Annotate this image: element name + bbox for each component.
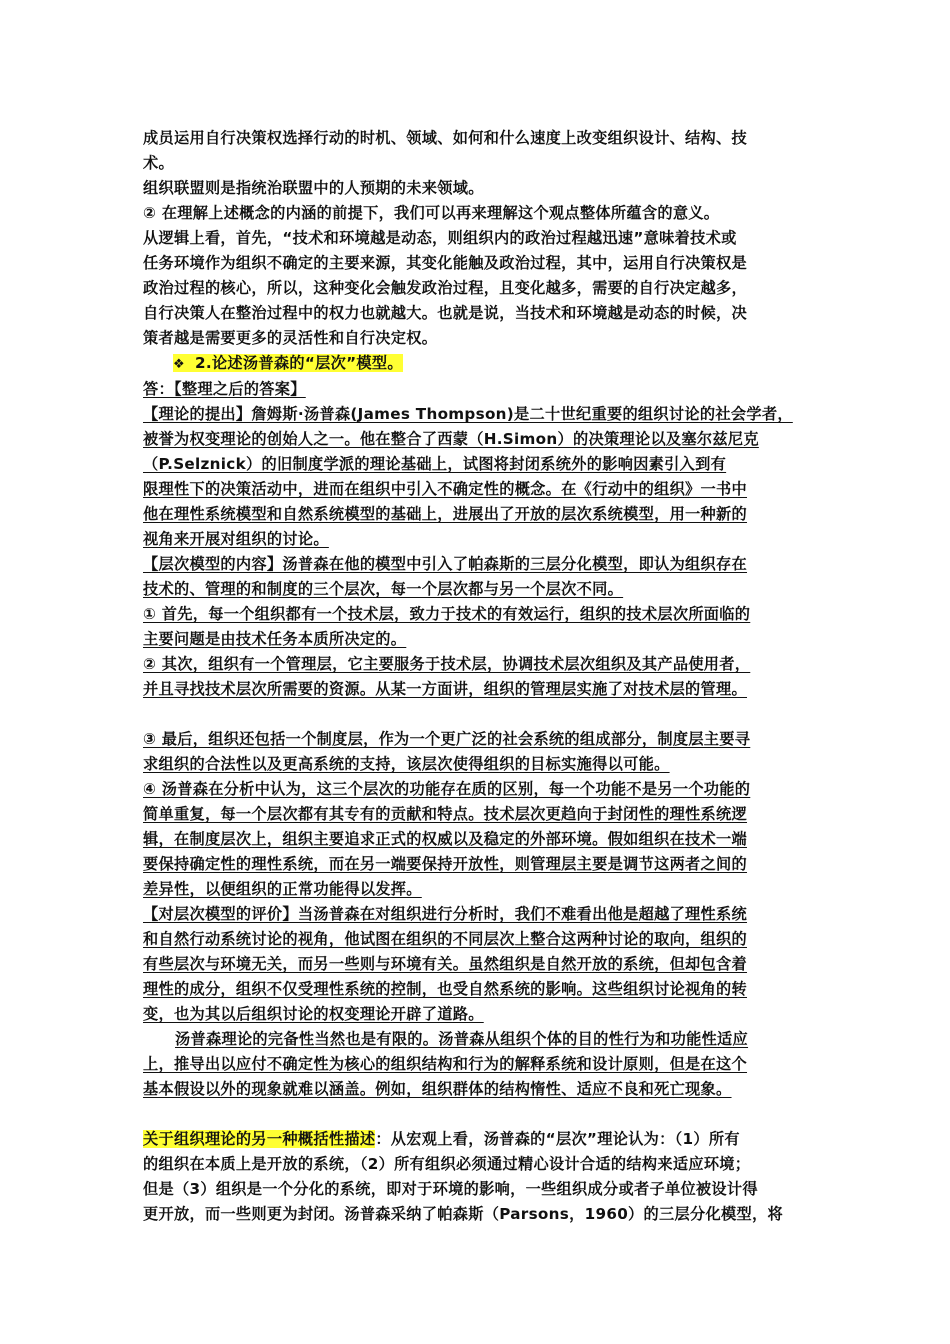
text-line: ② 在理解上述概念的内涵的前提下，我们可以再来理解这个观点整体所蕴含的意义。 bbox=[143, 204, 720, 222]
text-line: 辑，在制度层次上，组织主要追求正式的权威以及稳定的外部环境。假如组织在技术一端 bbox=[143, 830, 748, 848]
text-line: 【层次模型的内容】汤普森在他的模型中引入了帕森斯的三层分化模型，即认为组织存在 bbox=[143, 555, 748, 573]
text-line: 被誉为权变理论的创始人之一。他在整合了西蒙（H.Simon）的决策理论以及塞尔兹尼克 bbox=[143, 430, 759, 448]
text-line: 求组织的合法性以及更高系统的支持，该层次使得组织的目标实施得以可能。 bbox=[143, 755, 670, 773]
text-line: 理性的成分，组织不仅受理性系统的控制，也受自然系统的影响。这些组织讨论视角的转 bbox=[143, 980, 748, 998]
section-title-text: 2.论述汤普森的“层次”模型。 bbox=[194, 354, 403, 372]
text-line: 并且寻找技术层次所需要的资源。从某一方面讲，组织的管理层实施了对技术层的管理。 bbox=[143, 680, 748, 698]
text-line: 限理性下的决策活动中，进而在组织中引入不确定性的概念。在《行动中的组织》一书中 bbox=[143, 480, 748, 498]
text-line: 的组织在本质上是开放的系统，（2）所有组织必须通过精心设计合适的结构来适应环境； bbox=[143, 1155, 751, 1173]
text-line: （P.Selznick）的旧制度学派的理论基础上，试图将封闭系统外的影响因素引入到有 bbox=[143, 455, 727, 473]
text-line: 汤普森理论的完备性当然也是有限的。汤普森从组织个体的目的性行为和功能性适应 bbox=[175, 1030, 749, 1048]
text-line: 要保持确定性的理性系统，而在另一端要保持开放性，则管理层主要是调节这两者之间的 bbox=[143, 855, 748, 873]
text-line: 关于组织理论的另一种概括性描述：从宏观上看，汤普森的“层次”理论认为：（1）所有 bbox=[143, 1130, 740, 1148]
text-line: ② 其次，组织有一个管理层，它主要服务于技术层，协调技术层次组织及其产品使用者， bbox=[143, 655, 751, 673]
text-line: 从逻辑上看，首先，“技术和环境越是动态，则组织内的政治过程越迅速”意味着技术或 bbox=[143, 229, 737, 247]
text-line: 【理论的提出】詹姆斯·汤普森(James Thompson)是二十世纪重要的组织讨论的社会学者， bbox=[143, 405, 793, 423]
bottom-paragraph bbox=[143, 1127, 810, 1227]
text-line: 但是（3）组织是一个分化的系统，即对于环境的影响，一些组织成分或者子单位被设计得 bbox=[143, 1180, 758, 1198]
text-line: 策者越是需要更多的灵活性和自行决定权。 bbox=[143, 329, 438, 347]
text-line: 更开放，而一些则更为封闭。汤普森采纳了帕森斯（Parsons，1960）的三层分化模型，将 bbox=[143, 1205, 783, 1223]
blank-line bbox=[143, 1102, 810, 1127]
text-line: 视角来开展对组织的讨论。 bbox=[143, 530, 329, 548]
blank-line bbox=[143, 702, 810, 727]
underlined-block-2 bbox=[143, 727, 810, 1027]
text-line: 自行决策人在整治过程中的权力也就越大。也就是说，当技术和环境越是动态的时候，决 bbox=[143, 304, 748, 322]
text-line: 任务环境作为组织不确定的主要来源，其变化能触及政治过程，其中，运用自行决策权是 bbox=[143, 254, 748, 272]
text-line: 主要问题是由技术任务本质所决定的。 bbox=[143, 630, 407, 648]
section-title bbox=[143, 351, 810, 377]
text-line: ① 首先，每一个组织都有一个技术层，致力于技术的有效运行，组织的技术层次所面临的 bbox=[143, 605, 751, 623]
diamond-bullet-icon: ❖ bbox=[173, 357, 185, 372]
text-line: 术。 bbox=[143, 154, 174, 172]
text-line: 上，推导出以应付不确定性为核心的组织结构和行为的解释系统和设计原则，但是在这个 bbox=[143, 1055, 748, 1073]
underlined-block-1 bbox=[143, 402, 810, 702]
text-line: 基本假设以外的现象就难以涵盖。例如，组织群体的结构惰性、适应不良和死亡现象。 bbox=[143, 1080, 732, 1098]
text-line: 简单重复，每一个层次都有其专有的贡献和特点。技术层次更趋向于封闭性的理性系统逻 bbox=[143, 805, 748, 823]
text-line: 变，也为其以后组织讨论的权变理论开辟了道路。 bbox=[143, 1005, 484, 1023]
text-line: 【对层次模型的评价】当汤普森在对组织进行分析时，我们不难看出他是超越了理性系统 bbox=[143, 905, 748, 923]
underlined-block-3 bbox=[143, 1027, 810, 1102]
text-line: 成员运用自行决策权选择行动的时机、领域、如何和什么速度上改变组织设计、结构、技 bbox=[143, 129, 748, 147]
answer-label: 答：【整理之后的答案】 bbox=[143, 380, 306, 398]
top-paragraph bbox=[143, 126, 810, 351]
text-line: 和自然行动系统讨论的视角，他试图在组织的不同层次上整合这两种讨论的取向，组织的 bbox=[143, 930, 748, 948]
text-line: 差异性，以便组织的正常功能得以发挥。 bbox=[143, 880, 422, 898]
text-line: 有些层次与环境无关，而另一些则与环境有关。虽然组织是自然开放的系统，但却包含着 bbox=[143, 955, 748, 973]
text-line: 政治过程的核心，所以，这种变化会触发政治过程，且变化越多，需要的自行决定越多， bbox=[143, 279, 748, 297]
text-line: 技术的、管理的和制度的三个层次，每一个层次都与另一个层次不同。 bbox=[143, 580, 624, 598]
highlighted-phrase: 关于组织理论的另一种概括性描述 bbox=[143, 1130, 376, 1148]
text-line: 组织联盟则是指统治联盟中的人预期的未来领域。 bbox=[143, 179, 484, 197]
text-line: 他在理性系统模型和自然系统模型的基础上，进展出了开放的层次系统模型，用一种新的 bbox=[143, 505, 748, 523]
text-line: ④ 汤普森在分析中认为，这三个层次的功能存在质的区别，每一个功能不是另一个功能的 bbox=[143, 780, 751, 798]
text-line: ③ 最后，组织还包括一个制度层，作为一个更广泛的社会系统的组成部分，制度层主要寻 bbox=[143, 730, 751, 748]
